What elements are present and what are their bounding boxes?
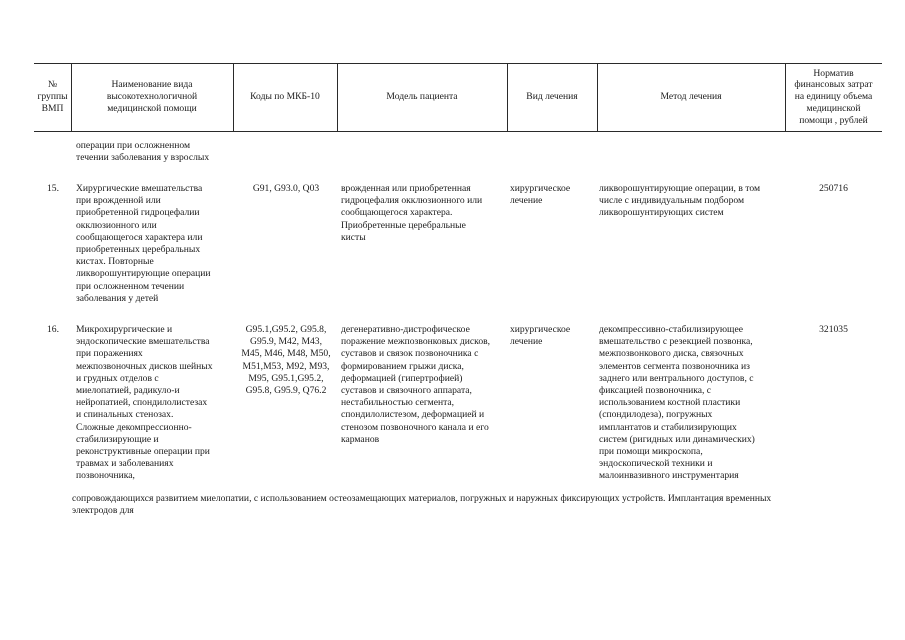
row-care-name: Хирургические вмешательства при врожденной или приобретенной гидроцефалии окклюзионного или сообщающегося характера или приобретенных церебральных кистах. Повторные ликворошунтирующие операции при осложненном течении заболевания у детей bbox=[76, 183, 211, 304]
row-number: 16. bbox=[47, 324, 59, 335]
row-cost: 321035 bbox=[819, 324, 848, 335]
row-patient-model: врожденная или приобретенная гидроцефалия окклюзионного или сообщающегося характера. Приобретенные церебральные кисты bbox=[341, 183, 483, 243]
continuation-text: операции при осложненном течении заболевания у взрослых bbox=[76, 140, 210, 164]
header-cost-norm: Норматив финансовых затрат на единицу объема медицинской помощи , рублей bbox=[794, 67, 873, 126]
header-icd-codes: Коды по МКБ-10 bbox=[250, 91, 320, 103]
row-care-name: Микрохирургические и эндоскопические вмешательства при поражениях межпозвоночных дисков шейных и грудных отделов с миелопатией, радикуло-и нейропатией, спондилолистезах и спинальных стенозах. Сложные декомпрессионно- стабилизирующие и реконструктивные операции при травмах и заболеваниях позвоночника, bbox=[76, 324, 213, 482]
row-icd-codes: G91, G93.0, Q03 bbox=[252, 183, 320, 194]
header-treatment-type: Вид лечения bbox=[526, 91, 578, 103]
header-bottom-border bbox=[34, 131, 882, 132]
header-group-number: № группы ВМП bbox=[37, 79, 68, 114]
row-icd-codes: G95.1,G95.2, G95.8, G95.9, M42, M43, M45, M46, M48, M50, M51,M53, M92, M93, M95, G95.1,G95.2, G95.8, G95.9, Q76.2 bbox=[241, 324, 331, 397]
row-cost: 250716 bbox=[819, 183, 848, 194]
row-treatment-method: ликворошунтирующие операции, в том числе с индивидуальным подбором ликворошунтирующих систем bbox=[599, 183, 761, 219]
header-patient-model: Модель пациента bbox=[386, 91, 458, 103]
row-number: 15. bbox=[47, 183, 59, 194]
row-patient-model: дегенеративно-дистрофическое поражение межпозвонковых дисков, суставов и связок позвоночника с формированием грыжи диска, деформацией (гипертрофией) суставов и связочного аппарата, нестабильностью сегмента, спондилолистезом, деформацией и стенозом позвоночного канала и его карманов bbox=[341, 324, 491, 445]
overflow-paragraph: сопровождающихся развитием миелопатии, с использованием остеозамещающих материалов, погружных и наружных фиксирующих устройств. Имплантация временных электродов для bbox=[72, 493, 772, 517]
row-treatment-type: хирургическое лечение bbox=[510, 324, 571, 348]
header-care-name: Наименование вида высокотехнологичной медицинской помощи bbox=[106, 79, 198, 114]
header-treatment-method: Метод лечения bbox=[660, 91, 722, 103]
row-treatment-type: хирургическое лечение bbox=[510, 183, 571, 207]
row-treatment-method: декомпрессивно-стабилизирующее вмешательство с резекцией позвонка, межпозвонкового диска, связочных элементов сегмента позвоночника из заднего или вентрального доступов, с фиксацией позвоночника, с использованием костной пластики (спондилодеза), погружных имплантатов и стабилизирующих систем (ригидных или динамических) при помощи микроскопа, эндоскопической техники и малоинвазивного инструментария bbox=[599, 324, 755, 482]
